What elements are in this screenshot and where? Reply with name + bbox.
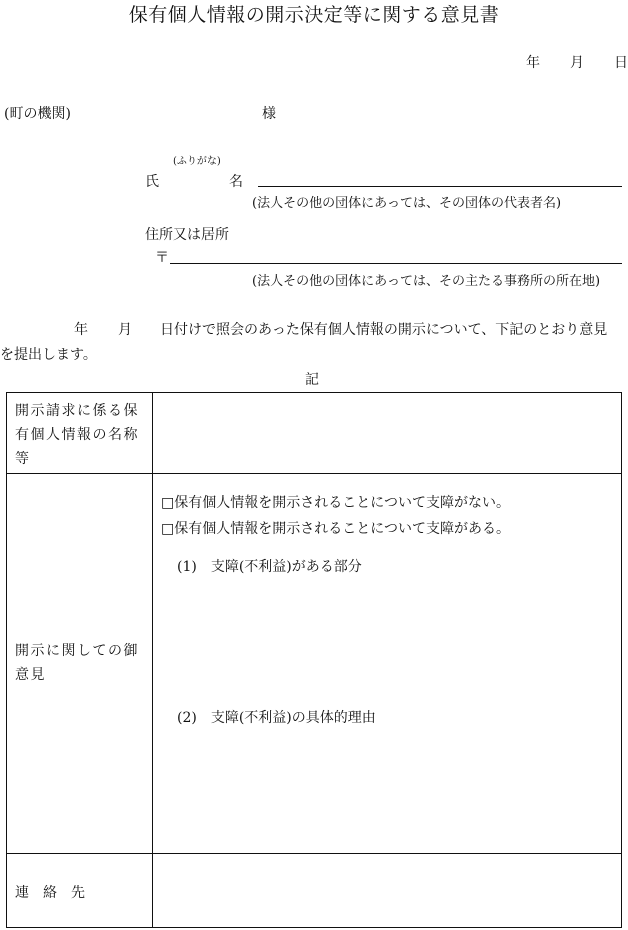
intro-year: 年 bbox=[74, 322, 88, 338]
document-name-field[interactable] bbox=[153, 393, 621, 473]
row1-label-line: 開示請求に係る保 bbox=[15, 403, 139, 419]
name-note: (法人その他の団体にあっては、その団体の代表者名) bbox=[252, 196, 562, 211]
sub-item-2-label: (2) 支障(不利益)の具体的理由 bbox=[177, 710, 376, 726]
intro-text: 日付けで照会のあった保有個人情報の開示について、下記のとおり意見 bbox=[160, 322, 608, 338]
row1-label-line: 有個人情報の名称 bbox=[15, 427, 139, 443]
option-no-issue-checkbox[interactable]: □保有個人情報を開示されることについて支障がない。 bbox=[161, 495, 510, 511]
row2-label bbox=[15, 639, 139, 687]
row2-label-line: 開示に関しての御 bbox=[15, 643, 139, 659]
name-label-shi: 氏 bbox=[145, 174, 159, 190]
postal-mark: 〒 bbox=[155, 250, 169, 266]
name-input-line[interactable] bbox=[258, 186, 622, 187]
sub-item-1-label: (1) 支障(不利益)がある部分 bbox=[177, 559, 362, 575]
address-label: 住所又は居所 bbox=[145, 227, 229, 243]
date-month-label: 月 bbox=[570, 55, 584, 71]
row1-label bbox=[15, 399, 139, 471]
row1-label-line: 等 bbox=[15, 451, 31, 467]
addressee-org: (町の機関) bbox=[4, 106, 71, 122]
address-note: (法人その他の団体にあっては、その主たる事務所の所在地) bbox=[252, 274, 601, 289]
addressee-honorific: 様 bbox=[262, 106, 276, 122]
intro-month: 月 bbox=[118, 322, 132, 338]
row2-label-line: 意見 bbox=[15, 667, 46, 683]
page-title: 保有個人情報の開示決定等に関する意見書 bbox=[128, 4, 500, 26]
date-day-label: 日 bbox=[614, 55, 628, 71]
opinion-table bbox=[6, 392, 622, 928]
intro-line-2: を提出します。 bbox=[0, 347, 97, 363]
address-input-line[interactable] bbox=[170, 263, 622, 264]
contact-field[interactable] bbox=[153, 854, 621, 927]
option-issue-checkbox[interactable]: □保有個人情報を開示されることについて支障がある。 bbox=[161, 521, 510, 537]
furigana-label: (ふりがな) bbox=[173, 156, 221, 167]
date-year-label: 年 bbox=[526, 55, 540, 71]
contact-label: 連 絡 先 bbox=[15, 885, 85, 901]
ki-heading: 記 bbox=[305, 372, 319, 388]
table-row-divider-1 bbox=[7, 473, 621, 474]
name-label-mei: 名 bbox=[229, 174, 243, 190]
